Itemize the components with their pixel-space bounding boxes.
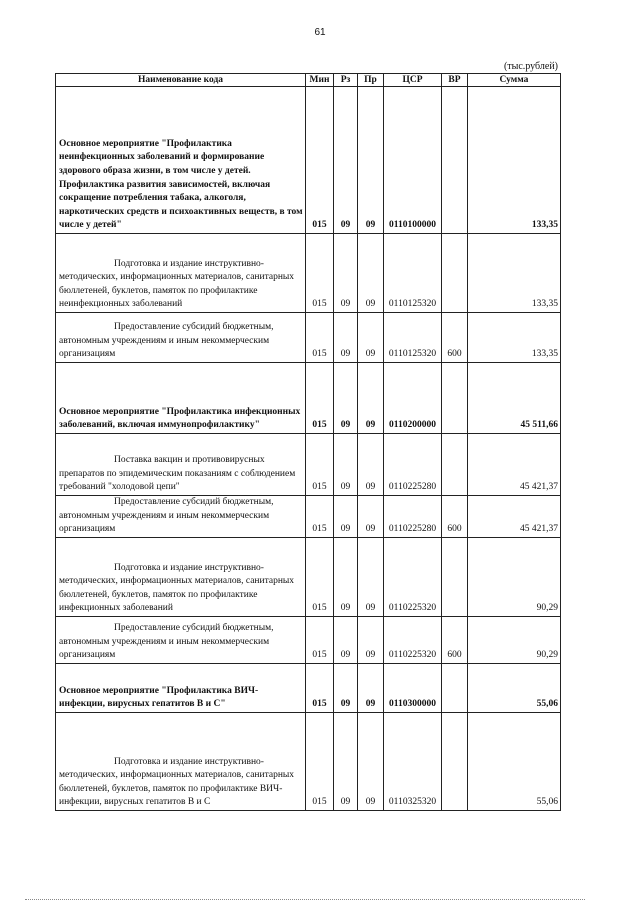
cell-vr bbox=[442, 538, 468, 617]
cell-name: Основное мероприятие "Профилактика неинфекционных заболеваний и формирование здорового образа жизни, в том числе у детей. Профилактика развития зависимостей, включая сокращение потребления табака, алкоголя, наркотических средств и психоактивных веществ, в том числе у детей" bbox=[56, 87, 306, 234]
cell-rz: 09 bbox=[334, 617, 358, 664]
table-row bbox=[56, 363, 561, 434]
cell-sum: 55,06 bbox=[468, 664, 561, 713]
cell-min: 015 bbox=[306, 664, 334, 713]
cell-pr: 09 bbox=[358, 617, 384, 664]
header-csr: ЦСР bbox=[384, 74, 442, 87]
cell-rz: 09 bbox=[334, 87, 358, 234]
cell-name: Основное мероприятие "Профилактика ВИЧ-инфекции, вирусных гепатитов В и С" bbox=[56, 664, 306, 713]
cell-pr: 09 bbox=[358, 713, 384, 811]
cell-vr bbox=[442, 664, 468, 713]
cell-sum: 133,35 bbox=[468, 87, 561, 234]
table-row bbox=[56, 87, 561, 234]
cell-csr: 0110225280 bbox=[384, 496, 442, 538]
table-row bbox=[56, 664, 561, 713]
cell-sum: 45 421,37 bbox=[468, 434, 561, 496]
header-name: Наименование кода bbox=[56, 74, 306, 87]
cell-pr: 09 bbox=[358, 234, 384, 313]
cell-name: Предоставление субсидий бюджетным, автономным учреждениям и иным некоммерческим организациям bbox=[56, 496, 306, 538]
cell-vr bbox=[442, 87, 468, 234]
table-row bbox=[56, 538, 561, 617]
cell-name: Предоставление субсидий бюджетным, автономным учреждениям и иным некоммерческим организациям bbox=[56, 313, 306, 363]
cell-pr: 09 bbox=[358, 434, 384, 496]
cell-csr: 0110325320 bbox=[384, 713, 442, 811]
cell-sum: 45 511,66 bbox=[468, 363, 561, 434]
cell-rz: 09 bbox=[334, 538, 358, 617]
cell-name: Подготовка и издание инструктивно-методических, информационных материалов, санитарных бюллетеней, буклетов, памяток по профилактике инфекционных заболеваний bbox=[56, 538, 306, 617]
cell-pr: 09 bbox=[358, 496, 384, 538]
cell-vr bbox=[442, 234, 468, 313]
cell-rz: 09 bbox=[334, 363, 358, 434]
cell-rz: 09 bbox=[334, 713, 358, 811]
cell-min: 015 bbox=[306, 538, 334, 617]
table-row bbox=[56, 713, 561, 811]
cell-min: 015 bbox=[306, 434, 334, 496]
header-pr: Пр bbox=[358, 74, 384, 87]
cell-min: 015 bbox=[306, 234, 334, 313]
table-row bbox=[56, 617, 561, 664]
cell-sum: 133,35 bbox=[468, 313, 561, 363]
cell-pr: 09 bbox=[358, 664, 384, 713]
table-header-row bbox=[56, 74, 561, 87]
table-row bbox=[56, 496, 561, 538]
cell-vr: 600 bbox=[442, 496, 468, 538]
cell-min: 015 bbox=[306, 363, 334, 434]
header-min: Мин bbox=[306, 74, 334, 87]
cell-vr bbox=[442, 713, 468, 811]
cell-vr: 600 bbox=[442, 313, 468, 363]
cell-rz: 09 bbox=[334, 234, 358, 313]
cell-csr: 0110100000 bbox=[384, 87, 442, 234]
header-vr: ВР bbox=[442, 74, 468, 87]
cell-csr: 0110200000 bbox=[384, 363, 442, 434]
unit-note: (тыс.рублей) bbox=[503, 61, 558, 72]
cell-pr: 09 bbox=[358, 87, 384, 234]
cell-csr: 0110225320 bbox=[384, 617, 442, 664]
table-row bbox=[56, 234, 561, 313]
footer-divider bbox=[25, 899, 585, 901]
header-sum: Сумма bbox=[468, 74, 561, 87]
cell-pr: 09 bbox=[358, 313, 384, 363]
budget-table bbox=[55, 73, 561, 811]
table-row bbox=[56, 313, 561, 363]
cell-min: 015 bbox=[306, 496, 334, 538]
cell-rz: 09 bbox=[334, 313, 358, 363]
cell-rz: 09 bbox=[334, 434, 358, 496]
cell-vr: 600 bbox=[442, 617, 468, 664]
cell-min: 015 bbox=[306, 313, 334, 363]
cell-name: Предоставление субсидий бюджетным, автономным учреждениям и иным некоммерческим организациям bbox=[56, 617, 306, 664]
cell-rz: 09 bbox=[334, 664, 358, 713]
cell-csr: 0110225320 bbox=[384, 538, 442, 617]
cell-sum: 133,35 bbox=[468, 234, 561, 313]
cell-name: Поставка вакцин и противовирусных препаратов по эпидемическим показаниям с соблюдением требований "холодовой цепи" bbox=[56, 434, 306, 496]
cell-vr bbox=[442, 434, 468, 496]
cell-vr bbox=[442, 363, 468, 434]
cell-csr: 0110125320 bbox=[384, 313, 442, 363]
cell-sum: 90,29 bbox=[468, 617, 561, 664]
cell-name: Основное мероприятие "Профилактика инфекционных заболеваний, включая иммунопрофилактику" bbox=[56, 363, 306, 434]
cell-pr: 09 bbox=[358, 363, 384, 434]
cell-sum: 90,29 bbox=[468, 538, 561, 617]
cell-min: 015 bbox=[306, 87, 334, 234]
table-row bbox=[56, 434, 561, 496]
cell-name: Подготовка и издание инструктивно-методических, информационных материалов, санитарных бюллетеней, буклетов, памяток по профилактике неинфекционных заболеваний bbox=[56, 234, 306, 313]
cell-csr: 0110300000 bbox=[384, 664, 442, 713]
cell-name: Подготовка и издание инструктивно-методических, информационных материалов, санитарных бюллетеней, буклетов, памяток по профилактике ВИЧ-инфекции, вирусных гепатитов В и С bbox=[56, 713, 306, 811]
cell-csr: 0110125320 bbox=[384, 234, 442, 313]
page-number: 61 bbox=[314, 27, 326, 38]
cell-sum: 55,06 bbox=[468, 713, 561, 811]
cell-min: 015 bbox=[306, 713, 334, 811]
cell-rz: 09 bbox=[334, 496, 358, 538]
cell-sum: 45 421,37 bbox=[468, 496, 561, 538]
cell-pr: 09 bbox=[358, 538, 384, 617]
cell-csr: 0110225280 bbox=[384, 434, 442, 496]
cell-min: 015 bbox=[306, 617, 334, 664]
header-rz: Рз bbox=[334, 74, 358, 87]
